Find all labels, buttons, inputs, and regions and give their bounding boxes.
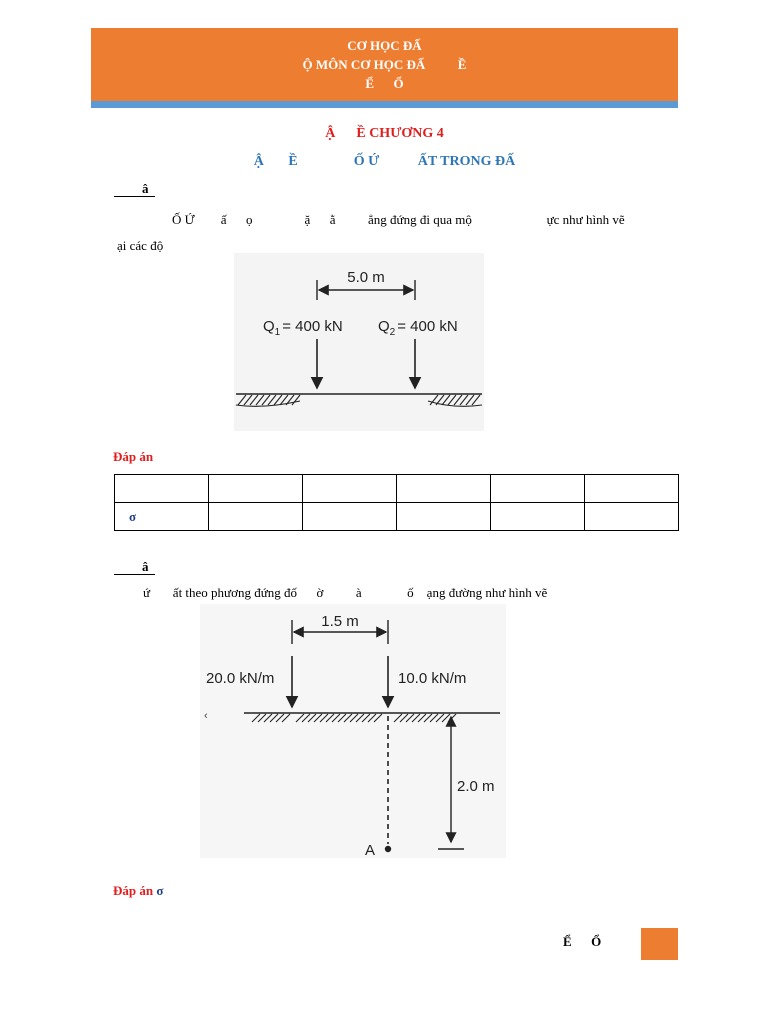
header-department: Ộ MÔN CƠ HỌC ĐẤ Ề [302, 57, 467, 72]
question-1-answer-label: Đáp án [113, 449, 154, 464]
depth-label: 2.0 m [457, 778, 495, 795]
answer-table-cell [491, 503, 585, 531]
answer-table-header-row [115, 475, 679, 503]
answer-table-cell [209, 503, 303, 531]
header-course-title: CƠ HỌC ĐẤ [347, 38, 422, 53]
answer-table-cell [303, 503, 397, 531]
answer-table-stress-row [115, 503, 679, 531]
answer-table-cell [209, 475, 303, 503]
chapter-subtitle: Ậ Ề Ố Ứ ẤT TRONG ĐẤ [253, 154, 516, 169]
question-1-text-line2: ại các độ [117, 238, 164, 253]
answer-table-cell [115, 475, 209, 503]
chapter-title: Ậ Ề CHƯƠNG 4 [325, 126, 444, 141]
answer-table-cell [491, 475, 585, 503]
edge-mark: ‹ [204, 710, 208, 722]
point-a-label: A [365, 842, 376, 858]
footer-label: Ể Ổ [563, 934, 602, 949]
answer-table [114, 474, 679, 531]
answer-table-cell [585, 475, 679, 503]
spacing-label: 5.0 m [347, 269, 385, 286]
answer-table-sigma-cell: σ [115, 503, 209, 531]
spacing-label: 1.5 m [321, 613, 359, 630]
question-2-answer-label: Đáp án [113, 883, 154, 898]
answer-table-cell [585, 503, 679, 531]
header-accent-strip [91, 101, 678, 108]
question-2-label: â [114, 560, 155, 575]
question-1-text-line1: Ố Ứ ấ ọ ặ ằ ẳng đứng đi qua mộ ực như hình vẽ [172, 212, 625, 227]
question-1-label: â [114, 182, 155, 197]
figure-2-line-loads [200, 604, 506, 858]
point-a-marker [385, 846, 391, 852]
header-subtitle: Ể Ổ [365, 76, 404, 91]
load-2-label: $Q_2 = 400$ kN [378, 318, 458, 338]
figure-2-background [200, 604, 506, 858]
load-1-label: $Q_1 = 400$ kN [263, 318, 343, 338]
line-load-1-label: 20.0 kN/m [206, 670, 275, 687]
question-2-text-line1: ứ ất theo phương đứng đố ờ à ố ạng đường như hình vẽ [143, 585, 548, 600]
answer-table-cell [397, 475, 491, 503]
answer-table-cell [303, 475, 397, 503]
footer-page-box [641, 928, 678, 960]
question-2-answer [113, 883, 163, 899]
line-load-2-label: 10.0 kN/m [398, 670, 467, 687]
figure-1-point-loads [234, 253, 484, 431]
question-2-answer-symbol: σ [156, 883, 164, 898]
answer-table-cell [397, 503, 491, 531]
